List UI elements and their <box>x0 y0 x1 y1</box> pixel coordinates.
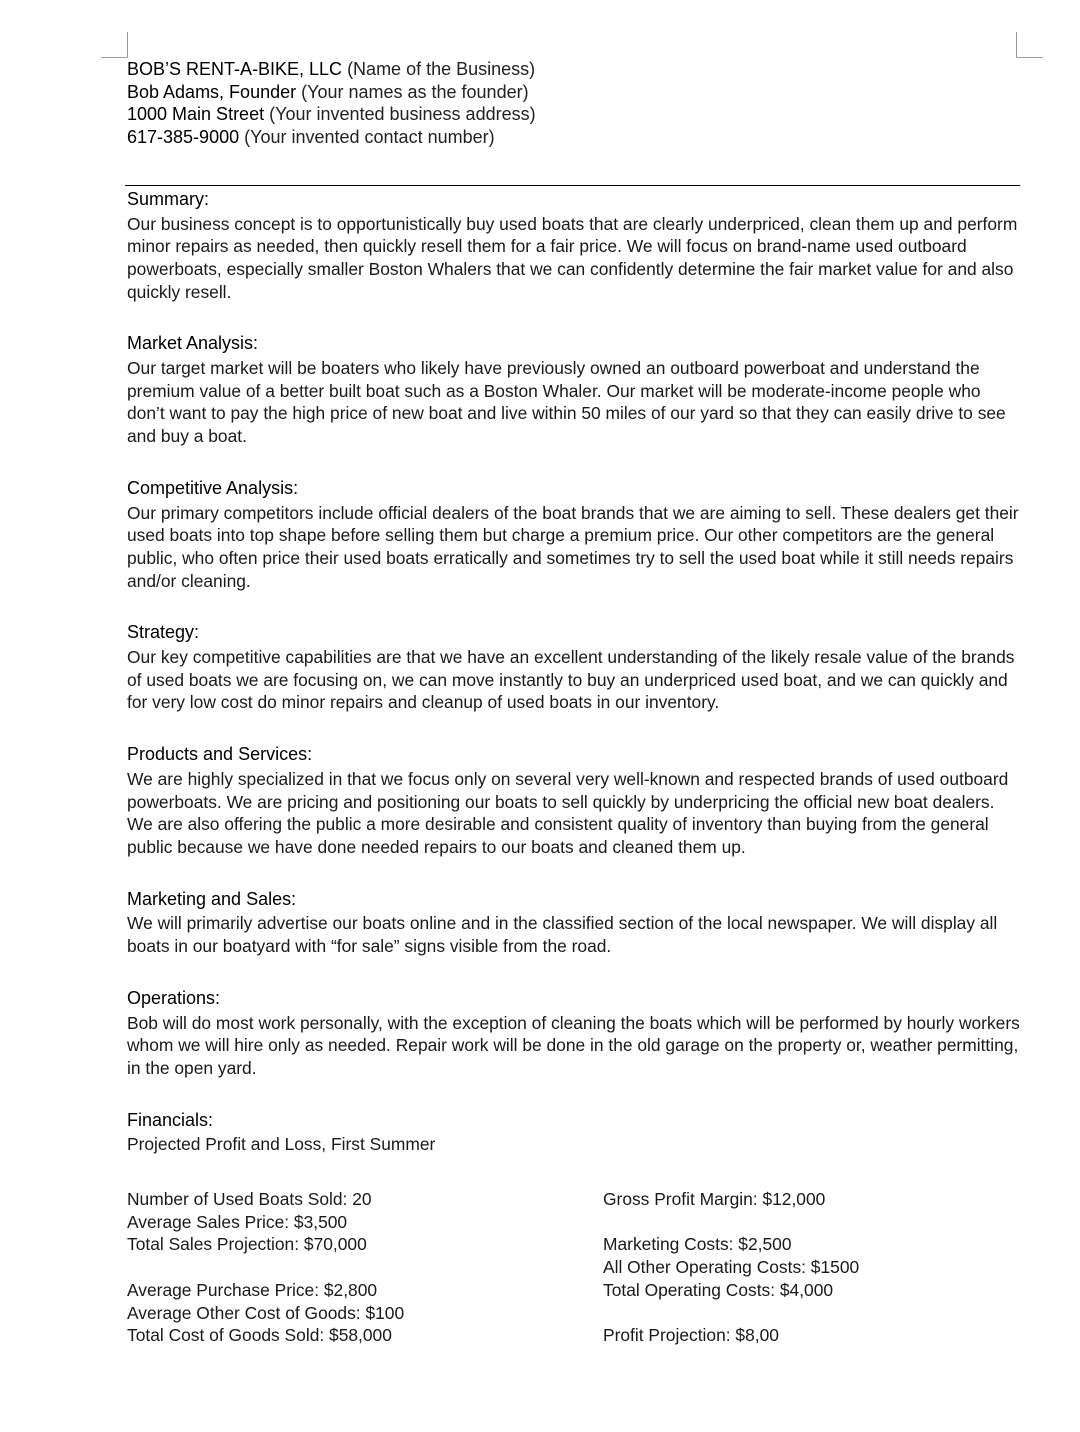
market-analysis-body: Our target market will be boaters who likely have previously owned an outboard powerboat and understand the premium value of a better built boat such as a Boston Whaler. Our market will be moderate-income people who don’t want to pay the high price of new boat and live within 50 miles of our yard so that they can easily drive to see and buy a boat. <box>127 358 1006 447</box>
competitive-analysis-heading: Competitive Analysis: <box>127 477 299 498</box>
gross-profit-margin: Gross Profit Margin: $12,000 <box>603 1189 826 1210</box>
summary-section <box>127 188 1022 304</box>
boats-sold: Number of Used Boats Sold: 20 <box>127 1189 372 1210</box>
strategy-body: Our key competitive capabilities are that we have an excellent understanding of the likely resale value of the brands of used boats we are focusing on, we can move instantly to buy an underpriced used boat, and we can quickly and for very low cost do minor repairs and cleanup of used boats in our inventory. <box>127 647 1015 713</box>
market-analysis-heading: Market Analysis: <box>127 333 259 354</box>
spacer <box>603 1211 859 1234</box>
business-name-line <box>127 58 1022 81</box>
products-services-body: We are highly specialized in that we focus only on several very well-known and respected brands of used outboard powerboats. We are pricing and positioning our boats to sell quickly by underpricing the official new boat dealers. We are also offering the public a more desirable and consistent quality of inventory than buying from the general public because we have done needed repairs to our boats and cleaned them up. <box>127 768 1009 857</box>
competitive-analysis-body: Our primary competitors include official dealers of the boat brands that we are aiming to sell. These dealers get their used boats into top shape before selling them but charge a premium price. Our other competitors are the general public, who often price their used boats erratically and sometimes try to sell the used boat while it still needs repairs and/or cleaning. <box>127 502 1019 591</box>
financials-left-column <box>127 1188 404 1347</box>
business-name-note: (Name of the Business) <box>342 59 536 79</box>
financials-heading: Financials: <box>127 1109 214 1130</box>
spacer <box>603 1302 859 1325</box>
phone-line <box>127 126 1022 149</box>
financials-table <box>127 1188 1022 1348</box>
average-other-cost-of-goods: Average Other Cost of Goods: $100 <box>127 1302 405 1323</box>
operations-body: Bob will do most work personally, with the exception of cleaning the boats which will be performed by hourly workers whom we will hire only as needed. Repair work will be done in the old garage on the property or, weather permitting, in the open yard. <box>127 1012 1020 1078</box>
profit-projection: Profit Projection: $8,00 <box>603 1325 779 1346</box>
other-operating-costs: All Other Operating Costs: $1500 <box>603 1257 860 1278</box>
header-divider <box>125 185 1020 186</box>
marketing-sales-heading: Marketing and Sales: <box>127 888 297 909</box>
total-operating-costs: Total Operating Costs: $4,000 <box>603 1279 834 1300</box>
average-sales-price: Average Sales Price: $3,500 <box>127 1211 348 1232</box>
products-services-section <box>127 743 1022 859</box>
document-page <box>127 58 1022 1348</box>
total-sales-projection: Total Sales Projection: $70,000 <box>127 1234 367 1255</box>
founder-note: (Your names as the founder) <box>296 81 529 102</box>
page-corner-mark-top-left <box>101 32 128 58</box>
strategy-heading: Strategy: <box>127 622 200 643</box>
financials-right-column <box>603 1188 859 1347</box>
financials-subheading: Projected Profit and Loss, First Summer <box>127 1134 436 1155</box>
financials-section <box>127 1109 1022 1348</box>
business-name: BOB’S RENT-A-BIKE, LLC <box>127 59 343 79</box>
contact-note: (Your invented contact number) <box>239 127 495 148</box>
products-services-heading: Products and Services: <box>127 744 313 765</box>
total-cost-of-goods-sold: Total Cost of Goods Sold: $58,000 <box>127 1325 392 1346</box>
founder-name: Bob Adams, Founder <box>127 81 297 102</box>
operations-heading: Operations: <box>127 987 221 1008</box>
page-corner-mark-top-right <box>1016 32 1043 58</box>
address-note: (Your invented business address) <box>264 104 536 125</box>
marketing-costs: Marketing Costs: $2,500 <box>603 1234 792 1255</box>
contact-number: 617-385-9000 <box>127 127 240 148</box>
marketing-sales-section <box>127 888 1022 958</box>
competitive-analysis-section <box>127 477 1022 593</box>
operations-section <box>127 987 1022 1080</box>
marketing-sales-body: We will primarily advertise our boats online and in the classified section of the local newspaper. We will display all boats in our boatyard with “for sale” signs visible from the road. <box>127 913 998 957</box>
summary-heading: Summary: <box>127 188 210 209</box>
strategy-section <box>127 621 1022 714</box>
address-line <box>127 103 1022 126</box>
business-address: 1000 Main Street <box>127 104 265 125</box>
average-purchase-price: Average Purchase Price: $2,800 <box>127 1279 378 1300</box>
founder-line <box>127 81 1022 104</box>
summary-body: Our business concept is to opportunistically buy used boats that are clearly underpriced, clean them up and perform minor repairs as needed, then quickly resell them for a fair price. We will focus on brand-name used outboard powerboats, especially smaller Boston Whalers that we can confidently determine the fair market value for and also quickly resell. <box>127 213 1018 302</box>
business-header <box>127 58 1022 149</box>
spacer <box>127 1256 404 1279</box>
market-analysis-section <box>127 332 1022 448</box>
